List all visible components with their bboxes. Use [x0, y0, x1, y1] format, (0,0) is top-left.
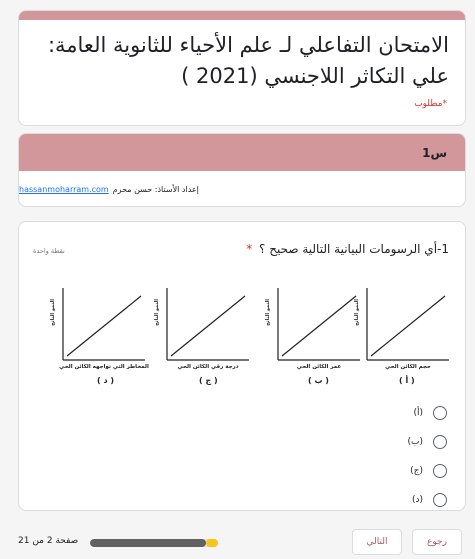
option-d-label: (د)	[411, 494, 423, 505]
graph-d	[45, 284, 147, 392]
graph-b-ylabel: النمو الناتج	[265, 299, 271, 326]
required-star: *	[246, 242, 253, 256]
option-c-label: (ج)	[410, 465, 423, 476]
graph-b-axes	[260, 284, 362, 374]
graph-c	[149, 284, 251, 392]
question-card	[18, 221, 466, 511]
graph-a-letter: ( أ )	[399, 376, 415, 385]
graph-b	[260, 284, 362, 392]
theme-accent-bar	[19, 11, 465, 20]
graph-c-xlabel: درجة رقي الكائن الحي	[177, 364, 239, 370]
form-title-card	[18, 10, 466, 126]
option-a-radio[interactable]	[433, 406, 447, 420]
option-d-radio[interactable]	[433, 493, 447, 507]
back-button[interactable]: رجوع	[412, 529, 462, 555]
form-title: الامتحان التفاعلي لـ علم الأحياء للثانوية العامة: علي التكاثر اللاجنسي (2021 )	[47, 33, 449, 88]
option-a-label: (أ)	[413, 407, 423, 418]
graph-b-letter: ( ب )	[308, 376, 329, 385]
graph-d-axes	[45, 284, 147, 374]
graph-a-ylabel: النمو الناتج	[354, 299, 360, 326]
question-graphs-image	[19, 284, 466, 394]
option-a[interactable]	[327, 398, 447, 427]
question-points: نقطة واحدة	[33, 247, 65, 255]
author-link[interactable]: hassanmoharram.com	[19, 185, 109, 194]
graph-a-axes	[349, 284, 451, 374]
required-note: *مطلوب	[414, 99, 447, 109]
author-text: إعداد الأستاذ: حسن محرم	[112, 185, 199, 194]
graph-c-letter: ( ج )	[199, 376, 218, 385]
option-c-radio[interactable]	[433, 464, 447, 478]
progress-text: صفحة 2 من 21	[18, 536, 79, 546]
graph-c-ylabel: النمو الناتج	[154, 299, 160, 326]
graph-d-xlabel: المخاطر التي تواجهه الكائن الحي	[59, 364, 149, 370]
graph-a-xlabel: حجم الكائن الحي	[385, 364, 431, 370]
progress-bar	[90, 539, 218, 547]
graph-d-ylabel: النمو الناتج	[50, 299, 56, 326]
section-description	[19, 171, 465, 207]
section-card	[18, 133, 466, 207]
option-c[interactable]	[327, 456, 447, 485]
option-b-label: (ب)	[407, 436, 423, 447]
option-d[interactable]	[327, 485, 447, 511]
option-b[interactable]	[327, 427, 447, 456]
progress-indicator	[206, 539, 218, 547]
graph-a	[349, 284, 451, 392]
graph-d-letter: ( د )	[97, 376, 114, 385]
section-title: س1	[19, 134, 465, 171]
next-button[interactable]: التالي	[352, 529, 402, 555]
form-footer	[0, 527, 475, 559]
question-title	[246, 242, 449, 256]
progress-fill	[90, 539, 206, 547]
answer-options	[327, 398, 447, 511]
option-b-radio[interactable]	[433, 435, 447, 449]
question-text: 1-أي الرسومات البيانية التالية صحيح ؟	[259, 242, 449, 256]
graph-b-xlabel: عمر الكائن الحي	[296, 364, 342, 370]
graph-c-axes	[149, 284, 251, 374]
